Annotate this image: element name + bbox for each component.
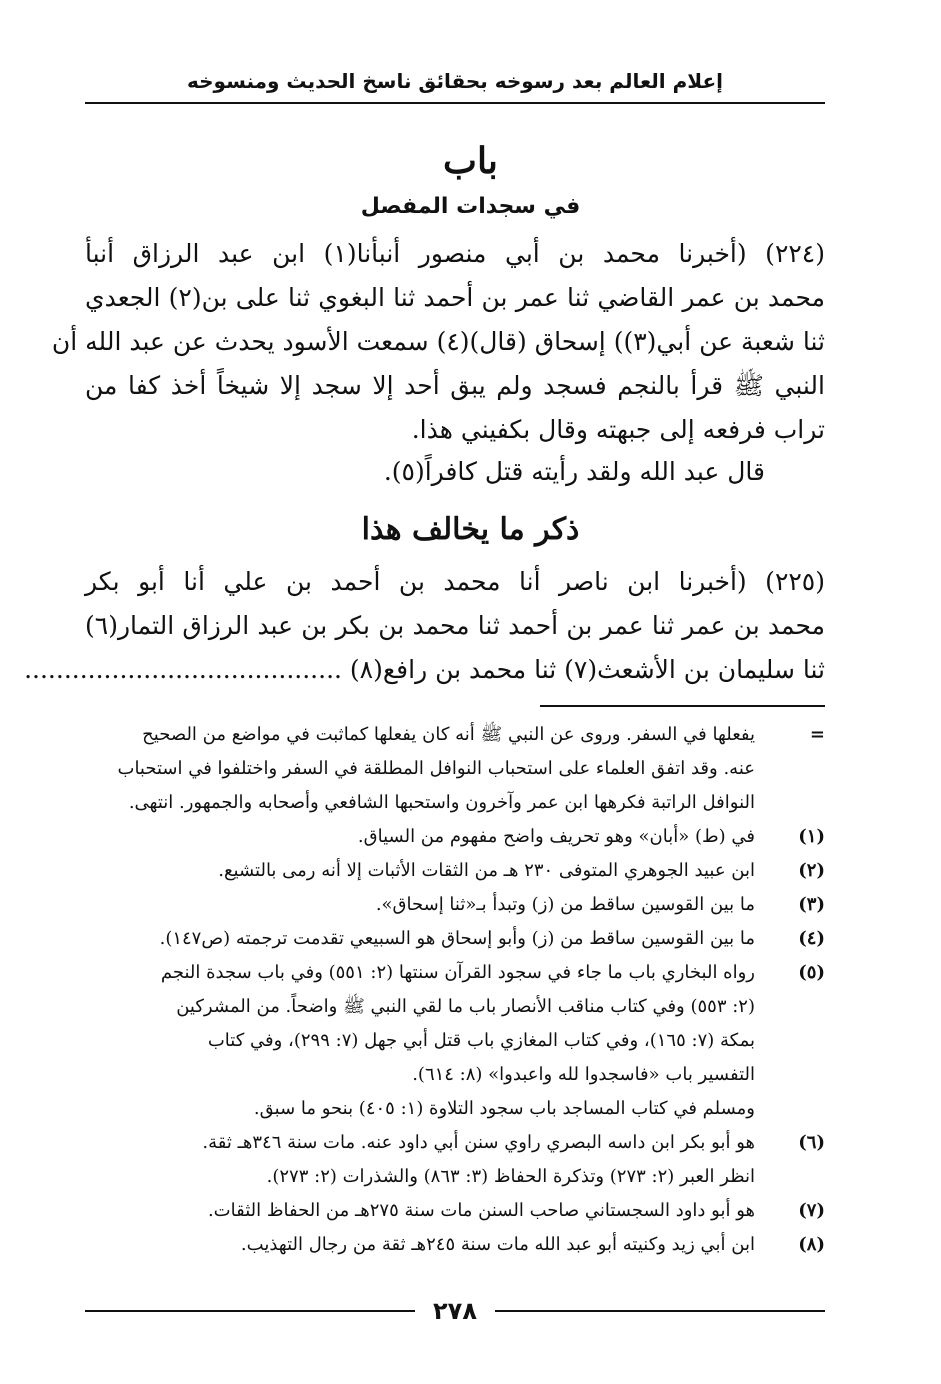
footnote-line bbox=[85, 1194, 825, 1228]
section-title: ذكر ما يخالف هذا bbox=[361, 512, 580, 547]
footer-rule-left bbox=[85, 1310, 415, 1312]
footnote-number: (١) bbox=[798, 826, 825, 847]
footnote-number: (٨) bbox=[798, 1234, 825, 1255]
footnote-line bbox=[85, 854, 825, 888]
footnote-text: هو أبو بكر ابن داسه البصري راوي سنن أبي داود عنه. مات سنة ٣٤٦هـ ثقة. bbox=[202, 1132, 755, 1153]
footnote-text: ما بين القوسين ساقط من (ز) وأبو إسحاق هو السبيعي تقدمت ترجمته (ص١٤٧). bbox=[159, 928, 755, 949]
footnote-number: = bbox=[809, 724, 825, 745]
footnotes bbox=[85, 718, 825, 1262]
footnote-text: ابن عبيد الجوهري المتوفى ٢٣٠ هـ من الثقات الأثبات إلا أنه رمى بالتشيع. bbox=[218, 860, 755, 881]
footnote-number: (٣) bbox=[798, 894, 825, 915]
hadith-224-closing-block bbox=[85, 450, 825, 494]
footnote-number: (٧) bbox=[798, 1200, 825, 1221]
footnote-number bbox=[755, 1160, 825, 1194]
hadith-224-closing: قال عبد الله ولقد رأيته قتل كافراً(٥). bbox=[383, 457, 765, 486]
header-divider bbox=[85, 102, 825, 104]
footnote-number bbox=[755, 752, 825, 786]
footnote-number: (٥) bbox=[798, 962, 825, 983]
text-line: ثنا سليمان بن الأشعث(٧) ثنا محمد بن رافع(٨) ........................................ bbox=[24, 655, 825, 684]
chapter-title: باب bbox=[443, 140, 498, 182]
text-line: محمد بن عمر ثنا عمر بن أحمد ثنا محمد بن بكر بن عبد الرزاق التمار(٦) bbox=[85, 611, 825, 640]
footnote-line bbox=[85, 1092, 825, 1126]
footnote-text: يفعلها في السفر. وروى عن النبي ﷺ أنه كان يفعلها كماثبت في مواضع من الصحيح bbox=[142, 724, 755, 745]
footnote-line bbox=[85, 1228, 825, 1262]
footnote-line bbox=[85, 1126, 825, 1160]
footnote-text: النوافل الراتبة فكرهها ابن عمر وآخرون واستحبها الشافعي وأصحابه والجمهور. انتهى. bbox=[128, 792, 755, 813]
footnote-line bbox=[85, 786, 825, 820]
footnote-line bbox=[85, 990, 825, 1024]
text-line: محمد بن عمر القاضي ثنا عمر بن أحمد ثنا البغوي ثنا على بن(٢) الجعدي bbox=[85, 283, 826, 312]
running-header: إعلام العالم بعد رسوخه بحقائق ناسخ الحديث ومنسوخه bbox=[187, 69, 723, 93]
footnote-text: بمكة (٧: ١٦٥)، وفي كتاب المغازي باب قتل أبي جهل (٧: ٢٩٩)، وفي كتاب bbox=[207, 1030, 755, 1051]
footnote-line bbox=[85, 752, 825, 786]
footnote-line bbox=[85, 1160, 825, 1194]
footer-rule-right bbox=[495, 1310, 825, 1312]
footnote-number bbox=[755, 786, 825, 820]
footnote-number bbox=[755, 990, 825, 1024]
text-line: تراب فرفعه إلى جبهته وقال بكفيني هذا. bbox=[411, 415, 825, 444]
text-line: ثنا شعبة عن أبي(٣)) إسحاق (قال)(٤) سمعت الأسود يحدث عن عبد الله أن bbox=[51, 327, 825, 356]
footnote-line bbox=[85, 922, 825, 956]
hadith-225 bbox=[24, 560, 825, 692]
footnote-text: عنه. وقد اتفق العلماء على استحباب النوافل المطلقة في السفر واختلفوا في استحباب bbox=[117, 758, 755, 779]
footnote-number: (٦) bbox=[798, 1132, 825, 1153]
footnote-text: هو أبو داود السجستاني صاحب السنن مات سنة ٢٧٥هـ من الحفاظ الثقات. bbox=[207, 1200, 755, 1221]
footnote-number bbox=[755, 1092, 825, 1126]
footnote-line bbox=[85, 888, 825, 922]
footnote-text: رواه البخاري باب ما جاء في سجود القرآن سنتها (٢: ٥٥١) وفي باب سجدة النجم bbox=[160, 962, 755, 983]
footnote-line bbox=[85, 820, 825, 854]
footnote-line bbox=[85, 956, 825, 990]
footnote-text: ما بين القوسين ساقط من (ز) وتبدأ بـ«ثنا إسحاق». bbox=[375, 894, 755, 915]
footnote-line bbox=[85, 718, 825, 752]
footnote-number bbox=[755, 1024, 825, 1058]
footnote-line bbox=[85, 1058, 825, 1092]
chapter-subtitle: في سجدات المفصل bbox=[360, 194, 581, 219]
footnote-text: (٢: ٥٥٣) وفي كتاب مناقب الأنصار باب ما لقي النبي ﷺ واضحاً. من المشركين bbox=[176, 996, 755, 1017]
footnote-number: (٤) bbox=[798, 928, 825, 949]
page-footer bbox=[85, 1296, 825, 1326]
footnote-text: ومسلم في كتاب المساجد باب سجود التلاوة (١: ٤٠٥) بنحو ما سبق. bbox=[253, 1098, 755, 1119]
hadith-224 bbox=[51, 232, 826, 452]
footnote-line bbox=[85, 1024, 825, 1058]
footnote-divider bbox=[540, 705, 825, 707]
footnote-text: انظر العبر (٢: ٢٧٣) وتذكرة الحفاظ (٣: ٨٦٣) والشذرات (٢: ٢٧٣). bbox=[266, 1166, 755, 1187]
footnote-text: في (ط) «أبان» وهو تحريف واضح مفهوم من السياق. bbox=[357, 826, 755, 847]
text-line: النبي ﷺ قرأ بالنجم فسجد ولم يبق أحد إلا سجد إلا شيخاً أخذ كفا من bbox=[85, 371, 825, 400]
text-line: (٢٢٤) (أخبرنا محمد بن أبي منصور أنبأنا(١) ابن عبد الرزاق أنبأ bbox=[85, 239, 825, 268]
footnote-number bbox=[755, 1058, 825, 1092]
page-number: ٢٧٨ bbox=[433, 1297, 477, 1325]
footnote-text: ابن أبي زيد وكنيته أبو عبد الله مات سنة ٢٤٥هـ ثقة من رجال التهذيب. bbox=[240, 1234, 755, 1255]
footnote-text: التفسير باب «فاسجدوا لله واعبدوا» (٨: ٦١٤). bbox=[412, 1064, 755, 1085]
text-line: (٢٢٥) (أخبرنا ابن ناصر أنا محمد بن أحمد بن علي أنا أبو بكر bbox=[85, 567, 825, 596]
footnote-number: (٢) bbox=[798, 860, 825, 881]
